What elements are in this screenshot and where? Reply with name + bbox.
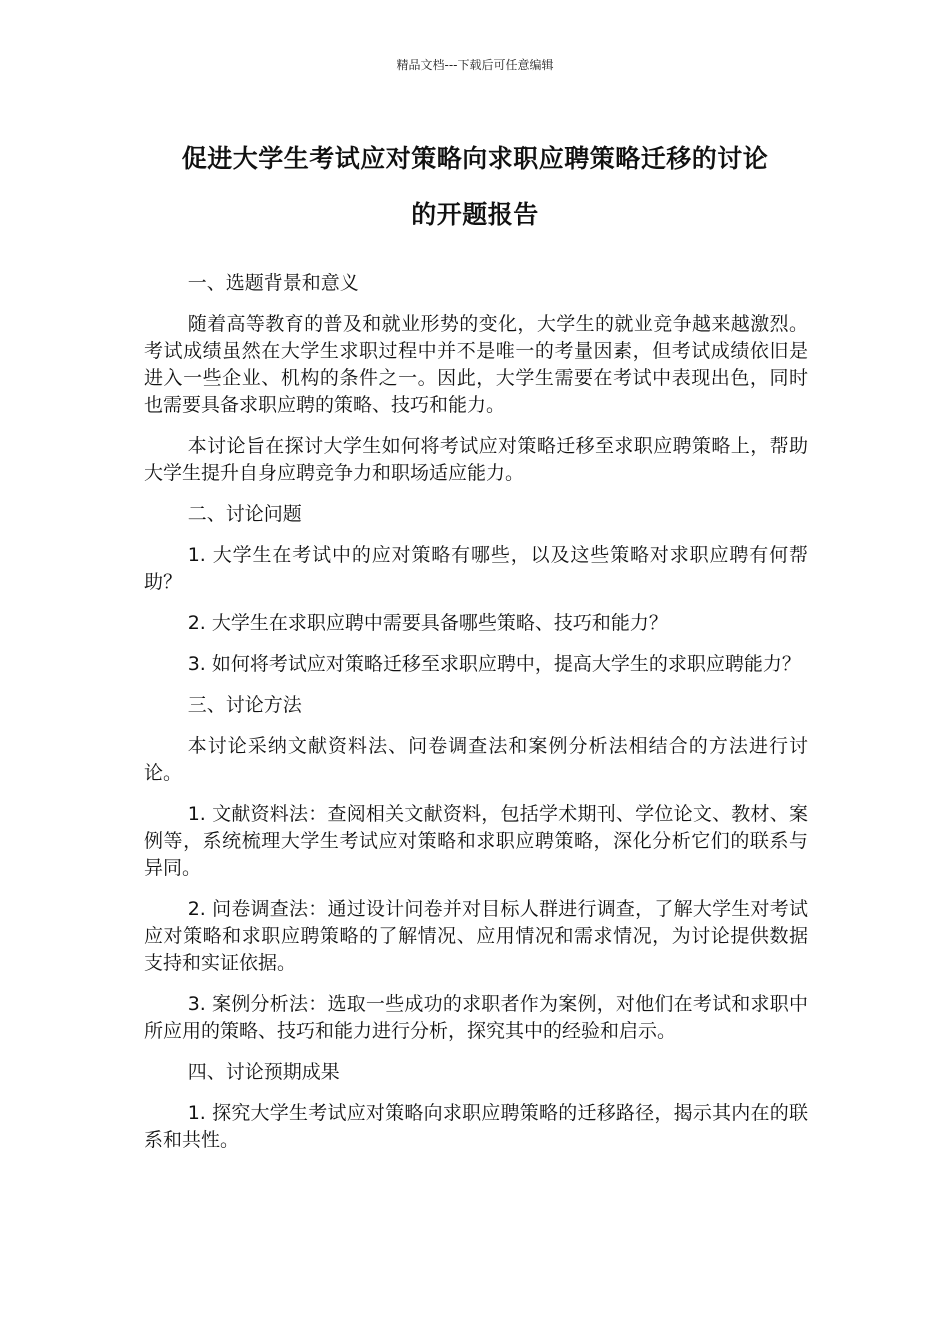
section-heading-background: 一、选题背景和意义 xyxy=(187,272,359,294)
title-line-2: 的开题报告 xyxy=(411,200,539,229)
section-heading-questions: 二、讨论问题 xyxy=(187,503,302,525)
section-heading-outcomes: 四、讨论预期成果 xyxy=(187,1061,340,1083)
list-item: 1. 探究大学生考试应对策略向求职应聘策略的迁移路径，揭示其内在的联系和共性。 xyxy=(144,1102,808,1151)
paragraph: 随着高等教育的普及和就业形势的变化，大学生的就业竞争越来越激烈。考试成绩虽然在大学生求职过程中并不是唯一的考量因素，但考试成绩依旧是进入一些企业、机构的条件之一。因此，大学生需要在考试中表现出色，同时也需要具备求职应聘的策略、技巧和能力。 xyxy=(144,313,808,416)
list-item: 1. 文献资料法：查阅相关文献资料，包括学术期刊、学位论文、教材、案例等，系统梳理大学生考试应对策略和求职应聘策略，深化分析它们的联系与异同。 xyxy=(144,803,808,879)
list-item: 1. 大学生在考试中的应对策略有哪些，以及这些策略对求职应聘有何帮助？ xyxy=(144,544,808,593)
title-line-1: 促进大学生考试应对策略向求职应聘策略迁移的讨论 xyxy=(181,144,769,173)
paragraph: 本讨论旨在探讨大学生如何将考试应对策略迁移至求职应聘策略上，帮助大学生提升自身应聘竞争力和职场适应能力。 xyxy=(144,435,808,484)
list-item: 2. 问卷调查法：通过设计问卷并对目标人群进行调查，了解大学生对考试应对策略和求职应聘策略的了解情况、应用情况和需求情况，为讨论提供数据支持和实证依据。 xyxy=(144,898,808,974)
document-body xyxy=(144,270,808,1168)
paragraph: 本讨论采纳文献资料法、问卷调查法和案例分析法相结合的方法进行讨论。 xyxy=(144,735,808,784)
page-header: 精品文档---下载后可任意编辑 xyxy=(396,58,554,72)
list-item: 2. 大学生在求职应聘中需要具备哪些策略、技巧和能力？ xyxy=(187,612,668,634)
document-title xyxy=(120,131,830,243)
list-item: 3. 案例分析法：选取一些成功的求职者作为案例，对他们在考试和求职中所应用的策略、技巧和能力进行分析，探究其中的经验和启示。 xyxy=(144,993,808,1042)
section-heading-methods: 三、讨论方法 xyxy=(187,694,302,716)
list-item: 3. 如何将考试应对策略迁移至求职应聘中，提高大学生的求职应聘能力？ xyxy=(187,653,801,675)
